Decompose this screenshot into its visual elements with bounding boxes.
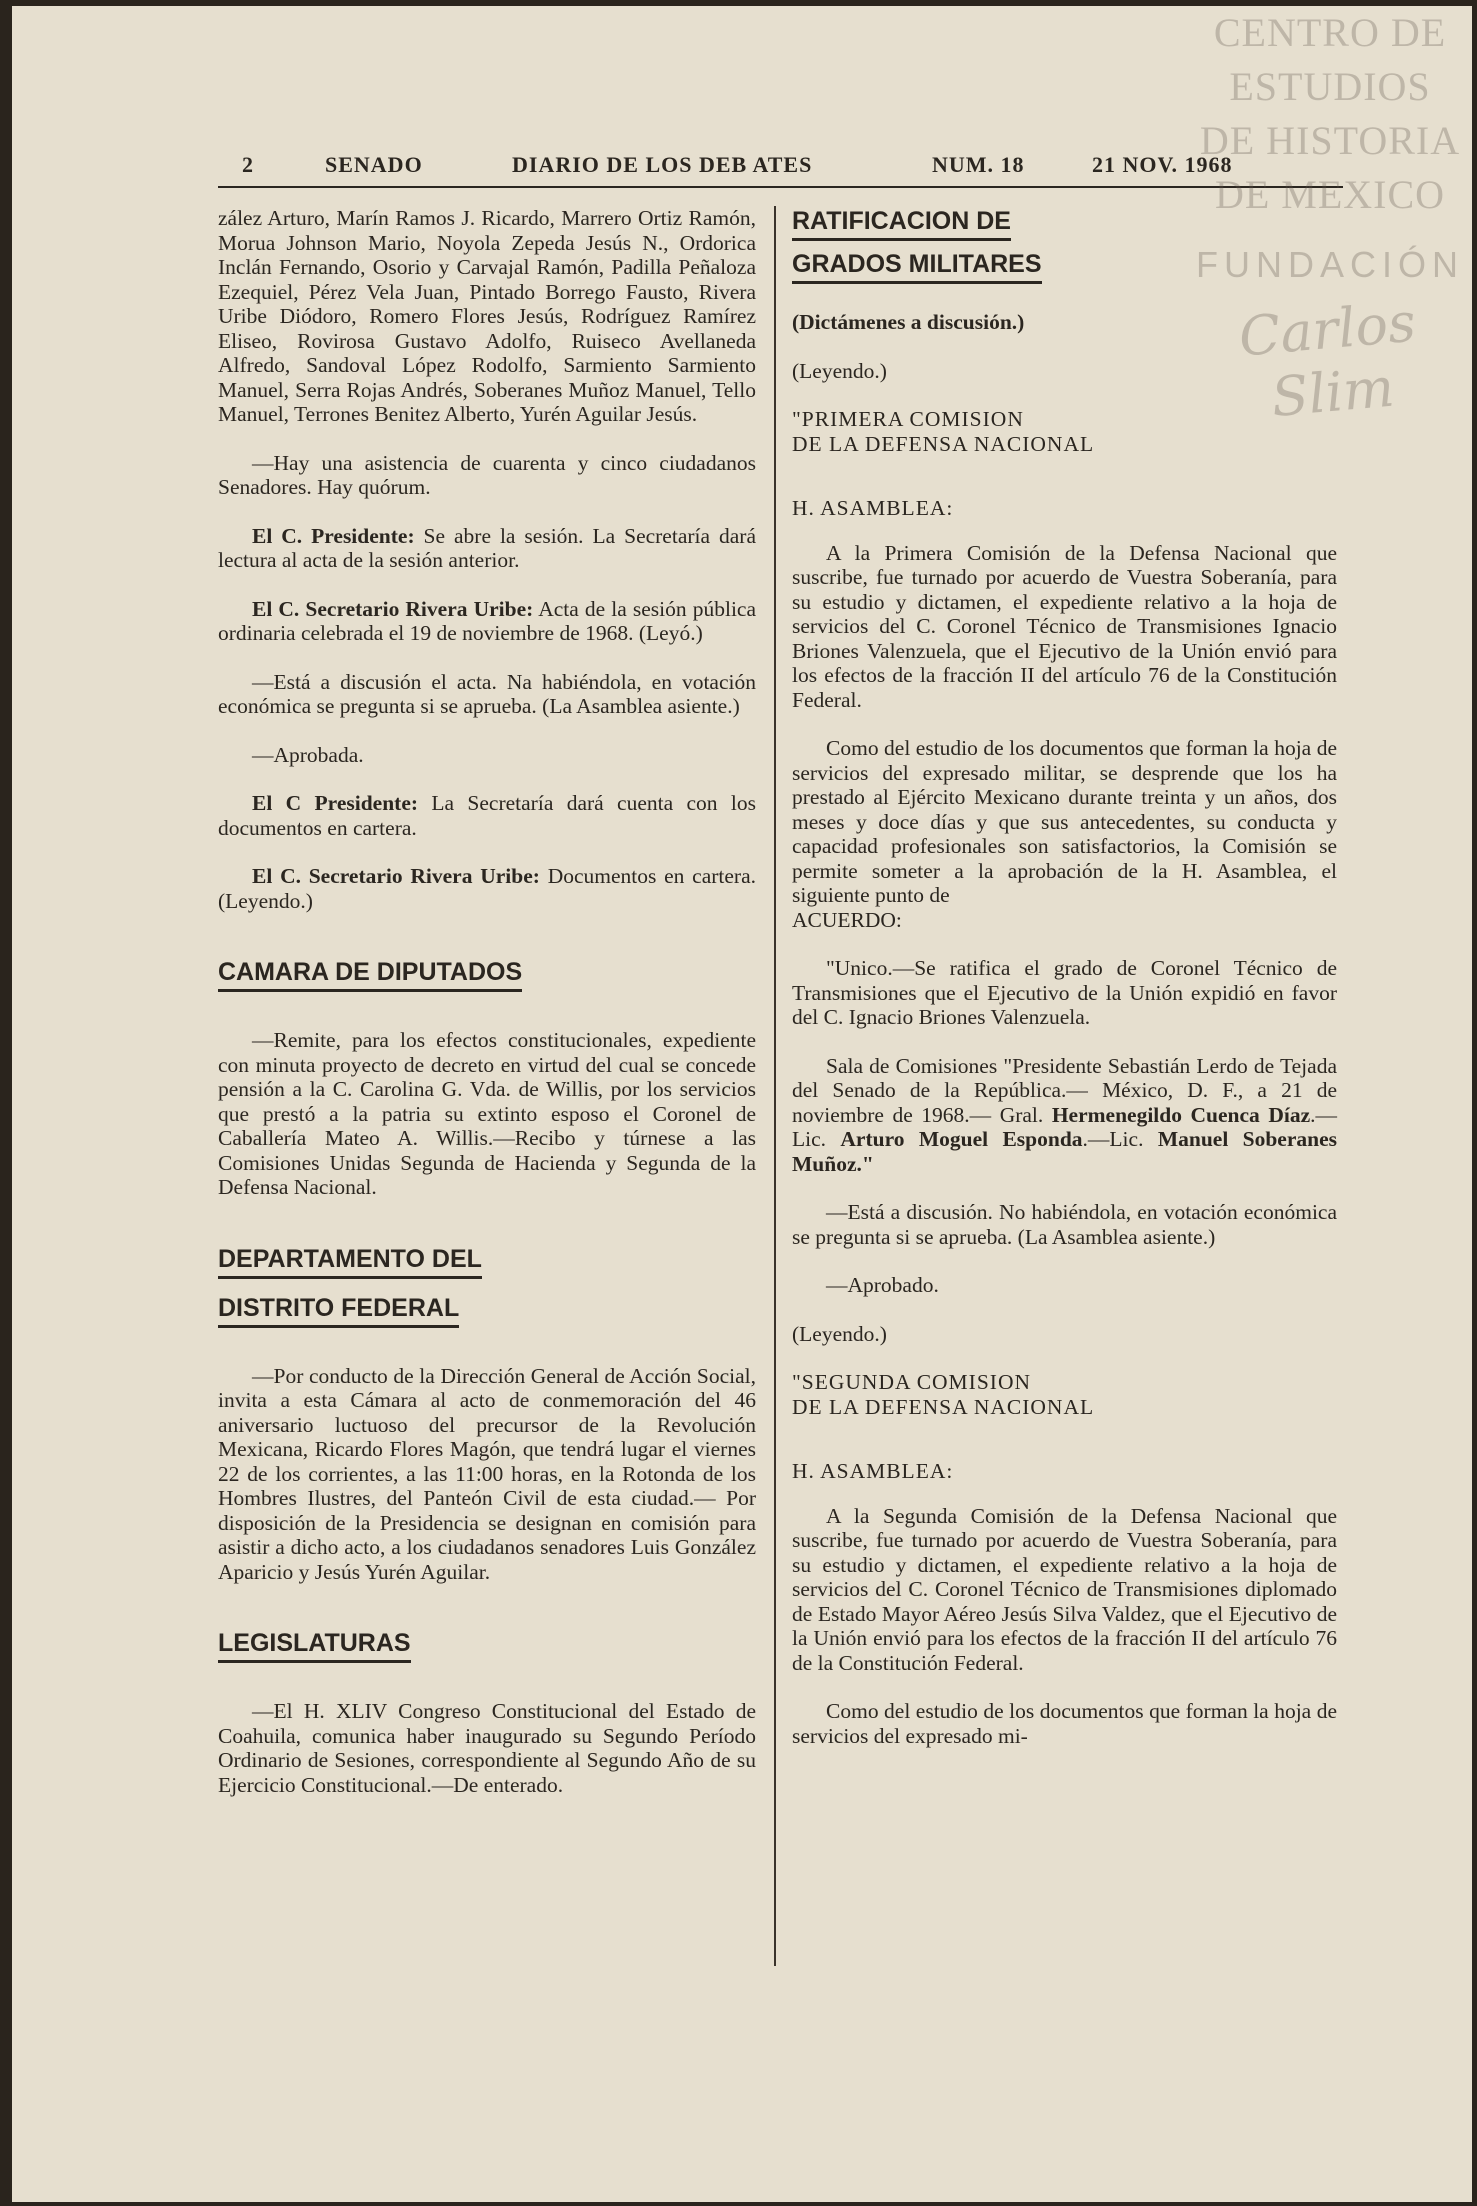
subtitle-text: (Dictámenes a discusión.) (792, 310, 1025, 334)
section-heading: LEGISLATURAS (218, 1628, 411, 1663)
archive-watermark (1180, 6, 1472, 430)
section-camara (218, 937, 756, 992)
speaker-name: El C Presidente: (252, 791, 419, 815)
speech-text: Se abre la sesión. La Secretaría dará lectura al acta de la sesión anterior. (218, 523, 756, 572)
leyendo-note: (Leyendo.) (792, 1321, 887, 1346)
column-rule (774, 206, 776, 1966)
signature-text: Sala de Comisiones "Presidente Sebastián Lerdo de Tejada del Senado de la República.— México, D. F., a 21 de noviembre de 1968.— Gral. (792, 1053, 1337, 1127)
commission-line: DE LA DEFENSA NACIONAL (792, 431, 1095, 456)
section-heading: DEPARTAMENTO DEL (218, 1244, 482, 1279)
speech-text: Documentos en cartera. (Leyendo.) (218, 864, 757, 913)
speaker-name: El C. Secretario Rivera Uribe: (252, 596, 534, 621)
pension-paragraph: —Remite, para los efectos constitucionales, expediente con minuta proyecto de decreto en virtud del cual se concede pensión a la C. Carolina G. Vda. de Willis, por los servicios que prestó a la patria su extinto esposo el Coronel de Caballería Mateo A. Willis.—Recibo y túrnese a las Comisiones Unidas Segunda de Hacienda y Segunda de la Defensa Nacional. (218, 1028, 756, 1199)
signatory-name: Arturo Moguel Esponda (840, 1127, 1083, 1151)
signature-text: .—Lic. (1082, 1127, 1158, 1151)
newspaper-page (12, 6, 1472, 2202)
header-chamber: SENADO (325, 152, 423, 177)
approved-note: —Aprobada. (252, 742, 364, 767)
watermark-line-1: CENTRO DE (1213, 10, 1447, 55)
left-column (218, 206, 756, 1821)
acuerdo-paragraph: "Unico.—Se ratifica el grado de Coronel Técnico de Transmisiones que el Ejecutivo de la Unión expidió en favor del C. Ignacio Briones Valenzuela. (792, 956, 1337, 1029)
secretary-minutes (218, 597, 756, 646)
header-publication: DIARIO DE LOS DEB ATES (512, 152, 813, 177)
signatory-name: Hermenegildo Cuenca Díaz (1051, 1102, 1311, 1127)
acuerdo-heading: ACUERDO: (792, 907, 902, 932)
speaker-name: El C. Secretario Rivera Uribe: (252, 864, 540, 888)
section-departamento (218, 1224, 756, 1328)
page-number: 2 (242, 152, 254, 177)
speech-text: Acta de la sesión pública ordinaria celebrada el 19 de noviembre de 1968. (Leyó.) (218, 596, 756, 645)
section-heading: CAMARA DE DIPUTADOS (218, 957, 522, 992)
watermark-line-2: ESTUDIOS (1229, 64, 1431, 109)
asamblea-salutation: H. ASAMBLEA: (792, 496, 954, 520)
watermark-line-3: DE HISTORIA (1199, 118, 1461, 163)
leyendo-note: (Leyendo.) (792, 358, 887, 383)
commission-line: DE LA DEFENSA NACIONAL (792, 1394, 1095, 1419)
watermark-fundacion: FUNDACIÓN (1196, 244, 1464, 285)
header-rule (218, 186, 1343, 188)
approved-note: —Aprobado. (826, 1273, 939, 1297)
president-opening (218, 524, 756, 573)
right-column (792, 206, 1337, 1772)
president-documents (218, 791, 756, 840)
section-heading: DISTRITO FEDERAL (218, 1293, 459, 1328)
dictamen-paragraph: A la Primera Comisión de la Defensa Nacional que suscribe, fue turnado por acuerdo de Vuestra Soberanía, para su estudio y dictamen, el expediente relativo a la hoja de servicios del C. Coronel Técnico de Transmisiones Ignacio Briones Valenzuela, que el Ejecutivo de la Unión envió para los efectos de la fracción II del artículo 76 de la Constitución Federal. (792, 540, 1337, 712)
vote-paragraph: —Está a discusión. No habiéndola, en votación económica se pregunta si se aprueba. (La Asamblea asiente.) (792, 1200, 1337, 1249)
commission-line: "PRIMERA COMISION (792, 407, 1024, 431)
speech-text: La Secretaría dará cuenta con los documentos en cartera. (218, 791, 756, 840)
watermark-signature: Carlos Slim (1236, 290, 1419, 430)
section-legislaturas (218, 1608, 756, 1663)
dictamen-paragraph: Como del estudio de los documentos que forman la hoja de servicios del expresado militar, se desprende que los ha prestado al Ejército Mexicano durante treinta y un años, dos meses y doce días y que sus antecedentes, su conducta y capacidad profesionales son satisfactorios, la Comisión se permite someter a la aprobación de la H. Asamblea, el siguiente punto de (792, 736, 1337, 907)
watermark-line-4: DE MEXICO (1214, 172, 1446, 217)
senator-list: zález Arturo, Marín Ramos J. Ricardo, Marrero Ortiz Ramón, Morua Johnson Mario, Noyola Zepeda Jesús N., Ordorica Inclán Fernando, Osorio y Carvajal Ramón, Padilla Peñaloza Ezequiel, Pérez Vela Juan, Pintado Borrego Fausto, Rivera Uribe Diódoro, Romero Flores Jesús, Rodríguez Ramírez Eliseo, Rovirosa Gustavo Adolfo, Ruiseco Avellaneda Alfredo, Sandoval López Rodolfo, Sarmiento Sarmiento Manuel, Serra Rojas Andrés, Soberanes Muñoz Manuel, Tello Manuel, Terrones Benitez Alberto, Yurén Aguilar Jesús. (218, 206, 756, 426)
dictamen-paragraph: Como del estudio de los documentos que forman la hoja de servicios del expresado mi- (792, 1699, 1337, 1748)
invitation-paragraph: —Por conducto de la Dirección General de Acción Social, invita a esta Cámara al acto de conmemoración del 46 aniversario luctuoso del precursor de la Revolución Mexicana, Ricardo Flores Magón, que tendrá lugar el viernes 22 de los corrientes, a las 11:00 horas, en la Rotonda de los Hombres Ilustres, del Panteón Civil de esta ciudad.— Por disposición de la Presidencia se designan en comisión para asistir a dicho acto, a los ciudadanos senadores Luis González Aparicio y Jesús Yurén Aguilar. (218, 1363, 756, 1584)
header-number: NUM. 18 (932, 152, 1025, 177)
secretary-documents (218, 864, 756, 913)
minutes-vote: —Está a discusión el acta. Na habiéndola, en votación económica se pregunta si se aprueba. (La Asamblea asiente.) (218, 669, 756, 718)
signatures-paragraph (792, 1054, 1337, 1177)
signature-text: .—Lic. (792, 1102, 1337, 1151)
coahuila-paragraph: —El H. XLIV Congreso Constitucional del Estado de Coahuila, comunica haber inaugurado su Segundo Período Ordinario de Sesiones, correspondiente al Segundo Año de su Ejercicio Constitucional.—De enterado. (218, 1699, 756, 1797)
dictamen-paragraph: A la Segunda Comisión de la Defensa Nacional que suscribe, fue turnado por acuerdo de Vuestra Soberanía, para su estudio y dictamen, el expediente relativo a la hoja de servicios del C. Coronel Técnico de Transmisiones diplomado de Estado Mayor Aéreo Jesús Silva Valdez, que el Ejecutivo de la Unión envió para los efectos de la fracción II del artículo 76 de la Constitución Federal. (792, 1503, 1337, 1675)
signatory-name: Manuel Soberanes Muñoz." (792, 1127, 1338, 1176)
section-heading: RATIFICACION DE (792, 206, 1011, 241)
section-heading: GRADOS MILITARES (792, 249, 1042, 284)
page-header (212, 146, 1322, 180)
attendance-paragraph: —Hay una asistencia de cuarenta y cinco ciudadanos Senadores. Hay quórum. (218, 450, 756, 499)
commission-line: "SEGUNDA COMISION (792, 1370, 1032, 1394)
asamblea-salutation: H. ASAMBLEA: (792, 1459, 954, 1483)
header-date: 21 NOV. 1968 (1092, 152, 1233, 177)
speaker-name: El C. Presidente: (252, 523, 415, 548)
